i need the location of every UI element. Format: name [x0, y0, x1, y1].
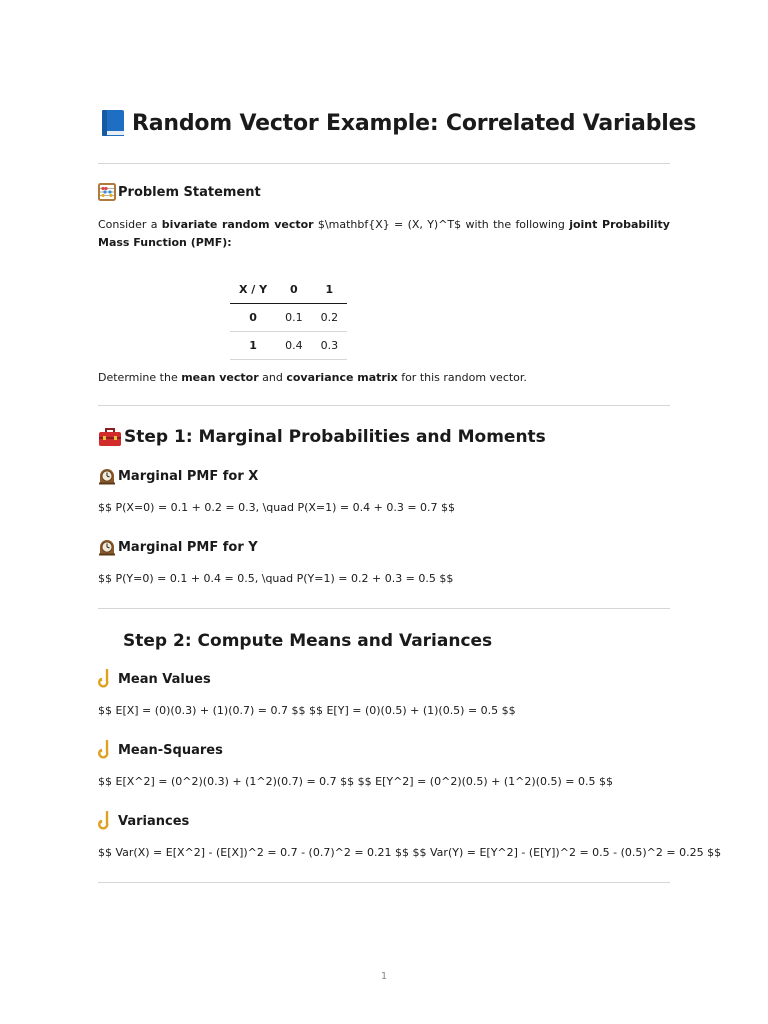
task-text-1: Determine the [98, 371, 182, 384]
divider [98, 163, 670, 164]
table-cell: 0.4 [276, 332, 312, 360]
table-header-row [230, 276, 347, 304]
table-header-cell: 0 [276, 276, 312, 304]
pmf-table [230, 276, 347, 360]
squares-heading [98, 740, 223, 760]
table-row [230, 332, 347, 360]
task-text-3: for this random vector. [397, 371, 527, 384]
page-title [98, 108, 696, 138]
mantelpiece-clock-icon [98, 467, 116, 485]
problem-task [98, 369, 527, 387]
divider [98, 608, 670, 609]
problem-intro [98, 216, 670, 252]
table-header-cell: X / Y [230, 276, 276, 304]
hook-icon [98, 669, 114, 689]
book-icon [98, 108, 128, 138]
step2-heading-text: Step 2: Compute Means and Variances [123, 631, 493, 651]
task-bold-2: covariance matrix [286, 371, 398, 384]
problem-heading [98, 183, 261, 201]
problem-heading-text: Problem Statement [118, 184, 261, 200]
table-row-header: 1 [230, 332, 276, 360]
abacus-icon [98, 183, 116, 201]
table-row [230, 304, 347, 332]
means-heading-text: Mean Values [118, 671, 211, 687]
page-number: 1 [380, 971, 388, 982]
marginal-x-formula: $$ P(X=0) = 0.1 + 0.2 = 0.3, \quad P(X=1) = 0.4 + 0.3 = 0.7 $$ [98, 501, 456, 514]
step1-heading [98, 426, 546, 448]
toolbox-icon [98, 426, 122, 448]
table-row-header: 0 [230, 304, 276, 332]
marginal-x-heading [98, 467, 258, 485]
marginal-x-heading-text: Marginal PMF for X [118, 468, 259, 484]
divider [98, 882, 670, 883]
table-cell: 0.2 [312, 304, 348, 332]
intro-bold-2: joint Probability Mass Function (PMF): [98, 218, 670, 249]
table-cell: 0.1 [276, 304, 312, 332]
squares-formula: $$ E[X^2] = (0^2)(0.3) + (1^2)(0.7) = 0.7 $$ $$ E[Y^2] = (0^2)(0.5) + (1^2)(0.5) = 0.5 $$ [98, 775, 613, 788]
intro-bold-1: bivariate random vector [161, 218, 314, 231]
table-header-cell: 1 [312, 276, 348, 304]
variances-heading [98, 811, 189, 831]
divider [98, 405, 670, 406]
hook-icon [98, 740, 114, 760]
squares-heading-text: Mean-Squares [118, 742, 223, 758]
task-text-2: and [258, 371, 287, 384]
intro-text-1: Consider a [98, 218, 162, 231]
marginal-y-formula: $$ P(Y=0) = 0.1 + 0.4 = 0.5, \quad P(Y=1) = 0.2 + 0.3 = 0.5 $$ [98, 572, 454, 585]
variances-formula: $$ Var(X) = E[X^2] - (E[X])^2 = 0.7 - (0.7)^2 = 0.21 $$ $$ Var(Y) = E[Y^2] - (E[Y])^2 = 0.5 - (0.5)^2 = 0.25 $$ [98, 846, 722, 859]
marginal-y-heading-text: Marginal PMF for Y [118, 539, 258, 555]
step2-heading [123, 631, 492, 651]
marginal-y-heading [98, 538, 258, 556]
means-heading [98, 669, 211, 689]
table-cell: 0.3 [312, 332, 348, 360]
task-bold-1: mean vector [181, 371, 259, 384]
means-formula: $$ E[X] = (0)(0.3) + (1)(0.7) = 0.7 $$ $$ E[Y] = (0)(0.5) + (1)(0.5) = 0.5 $$ [98, 704, 516, 717]
mantelpiece-clock-icon [98, 538, 116, 556]
page-title-text: Random Vector Example: Correlated Variables [132, 110, 697, 136]
hook-icon [98, 811, 114, 831]
intro-text-2: $\mathbf{X} = (X, Y)^T$ with the following [313, 218, 570, 231]
variances-heading-text: Variances [118, 813, 190, 829]
step1-heading-text: Step 1: Marginal Probabilities and Moments [124, 427, 546, 447]
